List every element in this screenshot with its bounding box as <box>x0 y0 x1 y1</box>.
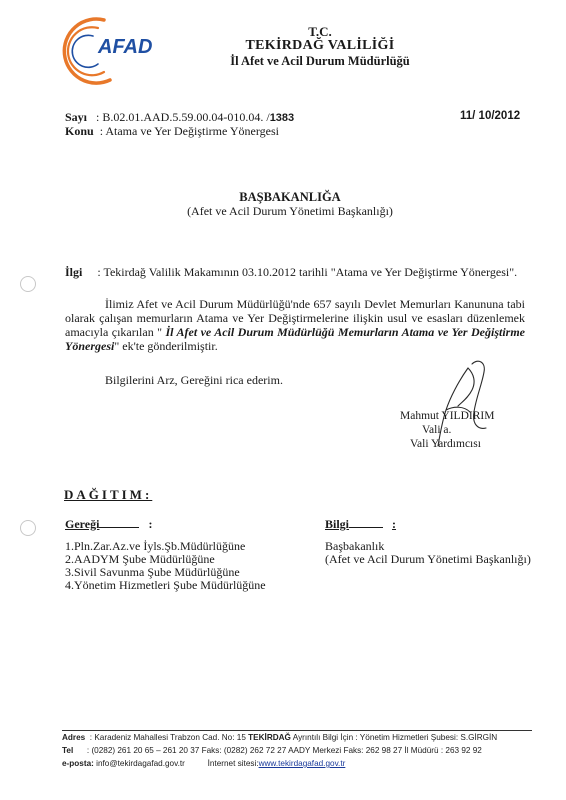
body-part2: " ek'te gönderilmiştir. <box>114 339 218 353</box>
signer-title: Vali a. <box>422 424 452 436</box>
footer-adres-city: TEKİRDAĞ <box>248 733 291 742</box>
signer-title2: Vali Yardımcısı <box>410 438 481 450</box>
konu-label: Konu <box>65 124 94 138</box>
list-item: 2.AADYM Şube Müdürlüğüne <box>65 552 215 566</box>
list-item: 1.Pln.Zar.Az.ve İyls.Şb.Müdürlüğüne <box>65 539 246 553</box>
bilgi-header-label: Bilgi <box>325 517 350 531</box>
addressee-subtitle: (Afet ve Acil Durum Yönetimi Başkanlığı) <box>187 204 393 218</box>
afad-logo <box>60 14 156 86</box>
footer-adres-pre: : Karadeniz Mahallesi Trabzon Cad. No: 15 <box>89 733 249 742</box>
sayi-value: : B.02.01.AAD.5.59.00.04-010.04. / <box>96 110 270 124</box>
sayi-row <box>65 110 294 125</box>
konu-row <box>65 124 279 139</box>
closing-line: Bilgilerini Arz, Gereğini rica ederim. <box>105 373 283 387</box>
footer-eposta-value[interactable]: info@tekirdagafad.gov.tr <box>96 759 185 768</box>
konu-value: : Atama ve Yer Değiştirme Yönergesi <box>99 124 279 138</box>
list-item: (Afet ve Acil Durum Yönetimi Başkanlığı) <box>325 552 531 566</box>
footer-adres-post: Ayrıntılı Bilgi İçin : Yönetim Hizmetleri Şubesi: S.GİRGİN <box>290 733 498 742</box>
geregi-header-label: Gereği <box>65 517 100 531</box>
bilgi-header-colon: : <box>392 517 397 531</box>
geregi-header-colon: : <box>148 517 153 531</box>
header-tc: T.C. <box>308 24 332 39</box>
body-paragraph <box>65 297 525 353</box>
footer-adres-label: Adres <box>62 733 86 742</box>
ilgi-text: : Tekirdağ Valilik Makamının 03.10.2012 tarihli "Atama ve Yer Değiştirme Yönergesi". <box>97 265 518 279</box>
footer-website-link[interactable]: www.tekirdagafad.gov.tr <box>258 759 346 768</box>
geregi-list <box>65 540 266 592</box>
addressee-title: BAŞBAKANLIĞA <box>239 190 341 204</box>
geregi-header <box>65 517 152 532</box>
footer-tel-value: : (0282) 261 20 65 – 261 20 37 Faks: (0282) 262 72 27 AADY Merkezi Faks: 262 98 27 İl Müdürü : 263 92 92 <box>86 746 482 755</box>
signer-name: Mahmut YILDIRIM <box>400 410 495 422</box>
bilgi-header <box>325 517 396 532</box>
distribution-title: DAĞITIM: <box>64 487 153 502</box>
footer-rule <box>62 730 532 731</box>
footer-tel <box>62 746 482 755</box>
footer-eposta-label: e-posta: <box>62 759 94 768</box>
list-item: 3.Sivil Savunma Şube Müdürlüğüne <box>65 565 240 579</box>
list-item: 4.Yönetim Hizmetleri Şube Müdürlüğüne <box>65 578 266 592</box>
footer-tel-label: Tel <box>62 746 74 755</box>
ilgi-row <box>65 265 517 279</box>
sayi-number: 1383 <box>269 112 295 124</box>
footer-contact <box>62 759 345 768</box>
footer-internet-label: İnternet sitesi: <box>207 759 259 768</box>
punch-hole <box>20 276 36 292</box>
body-emphasis: İl Afet ve Acil Durum Müdürlüğü Memurların Atama ve Yer Değiştirme Yönergesi <box>65 325 525 353</box>
header-valilik: TEKİRDAĞ VALİLİĞİ <box>245 38 395 53</box>
logo-text: AFAD <box>98 36 153 58</box>
ilgi-label: İlgi <box>65 265 83 279</box>
punch-hole <box>20 520 36 536</box>
body-part1: İlimiz Afet ve Acil Durum Müdürlüğü'nde 657 sayılı Devlet Memurları Kanununa tabi olarak çalışan memurların Atama ve Yer Değiştirmelerine ilişkin usul ve esasları düzenlemek amacıyla çıkarılan " <box>65 297 525 339</box>
footer-address <box>62 733 497 742</box>
sayi-label: Sayı <box>65 110 88 124</box>
header-mudurluk: İl Afet ve Acil Durum Müdürlüğü <box>230 54 410 68</box>
bilgi-list <box>325 540 531 566</box>
document-date: 11/ 10/2012 <box>460 110 521 122</box>
list-item: Başbakanlık <box>325 539 385 553</box>
